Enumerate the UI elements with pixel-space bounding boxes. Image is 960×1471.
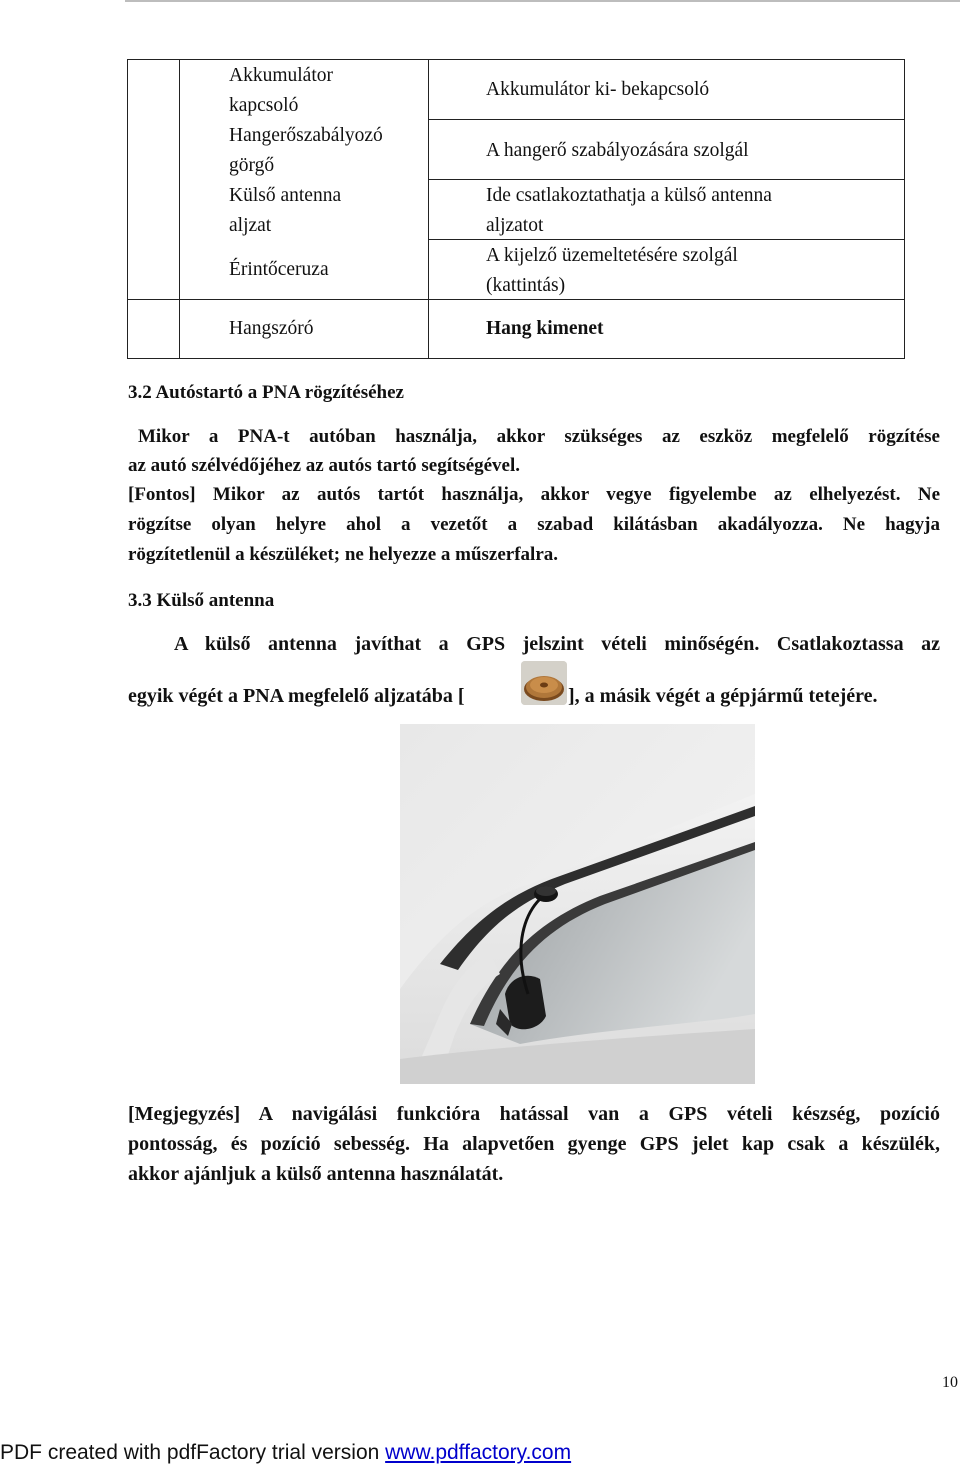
table-cell-desc: Akkumulátor ki- bekapcsoló xyxy=(486,79,710,100)
paragraph-line: egyik végét a PNA megfelelő aljzatába [ xyxy=(128,685,465,707)
table-divider xyxy=(428,60,429,358)
table-cell-name: Hangszóró xyxy=(229,318,314,339)
antenna-connector-icon xyxy=(521,661,567,705)
footer-text: PDF created with pdfFactory trial version xyxy=(0,1441,386,1464)
table-cell-name: Hangerőszabályozó görgő xyxy=(229,125,383,176)
pdf-footer xyxy=(0,1441,571,1465)
table-cell-desc: A kijelző üzemeltetésére szolgál (kattintás) xyxy=(486,245,738,296)
page-number: 10 xyxy=(942,1374,958,1391)
note-line: [Megjegyzés] A navigálási funkcióra hatással van a GPS vételi készség, pozíció xyxy=(128,1103,940,1125)
table-cell-name: Akkumulátor kapcsoló xyxy=(229,65,333,116)
paragraph-line: A külső antenna javíthat a GPS jelszint vételi minőségén. Csatlakoztassa az xyxy=(174,633,940,655)
paragraph-line: az autó szélvédőjéhez az autós tartó segítségével. xyxy=(128,455,521,476)
note-line: pontosság, és pozíció sebesség. Ha alapvetően gyenge GPS jelet kap csak a készülék, xyxy=(128,1133,940,1155)
table-divider xyxy=(428,119,904,120)
table-cell-name: Külső antenna aljzat xyxy=(229,185,342,236)
paragraph-line: rögzítse olyan helyre ahol a vezetőt a szabad kilátásban akadályozza. Ne hagyja xyxy=(128,514,940,535)
car-roof-antenna-photo xyxy=(400,724,755,1084)
section-heading: 3.2 Autóstartó a PNA rögzítéséhez xyxy=(128,382,404,403)
table-cell-name: Érintőceruza xyxy=(229,259,329,280)
section-heading: 3.3 Külső antenna xyxy=(128,590,275,611)
table-divider xyxy=(179,60,180,358)
paragraph-line: rögzítetlenül a készüléket; ne helyezze a műszerfalra. xyxy=(128,544,559,565)
paragraph-line: [Fontos] Mikor az autós tartót használja, akkor vegye figyelembe az elhelyezést. Ne xyxy=(128,484,940,505)
table-cell-desc: A hangerő szabályozására szolgál xyxy=(486,140,749,161)
paragraph-line: Mikor a PNA-t autóban használja, akkor szükséges az eszköz megfelelő rögzítése xyxy=(138,426,940,447)
top-rule xyxy=(125,0,960,2)
paragraph-line: ], a másik végét a gépjármű tetejére. xyxy=(568,685,878,707)
footer-link[interactable]: www.pdffactory.com xyxy=(385,1441,572,1464)
table-cell-desc: Hang kimenet xyxy=(486,318,604,339)
table-cell-desc: Ide csatlakoztathatja a külső antenna aljzatot xyxy=(486,185,772,236)
note-line: akkor ajánljuk a külső antenna használatát. xyxy=(128,1163,504,1185)
table-divider xyxy=(428,179,904,180)
